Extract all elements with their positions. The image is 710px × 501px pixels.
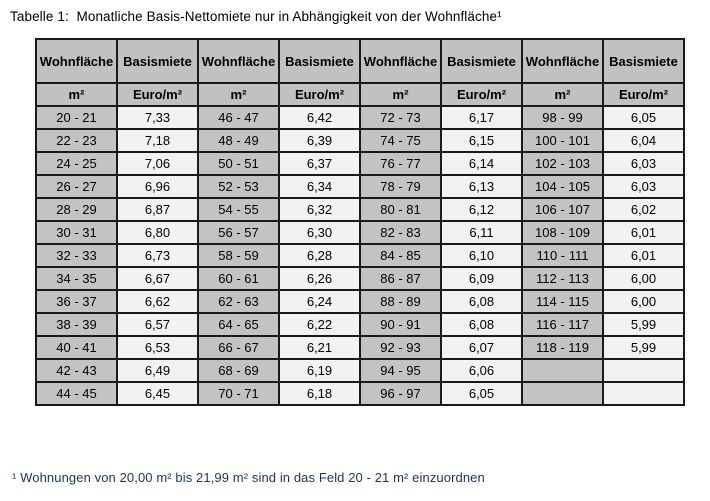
wohnflaeche-cell: 70 - 71 bbox=[198, 382, 279, 405]
table-row bbox=[36, 152, 684, 175]
rent-table bbox=[35, 38, 685, 406]
wohnflaeche-cell: 102 - 103 bbox=[522, 152, 603, 175]
basismiete-cell: 6,62 bbox=[117, 290, 198, 313]
basismiete-cell bbox=[603, 382, 684, 405]
basismiete-cell: 6,34 bbox=[279, 175, 360, 198]
wohnflaeche-cell: 78 - 79 bbox=[360, 175, 441, 198]
basismiete-cell: 6,11 bbox=[441, 221, 522, 244]
wohnflaeche-cell: 22 - 23 bbox=[36, 129, 117, 152]
unit-header-m2: m² bbox=[198, 83, 279, 106]
basismiete-cell: 6,03 bbox=[603, 175, 684, 198]
basismiete-cell: 6,49 bbox=[117, 359, 198, 382]
basismiete-cell: 7,33 bbox=[117, 106, 198, 129]
wohnflaeche-cell: 48 - 49 bbox=[198, 129, 279, 152]
wohnflaeche-cell: 116 - 117 bbox=[522, 313, 603, 336]
basismiete-cell: 6,19 bbox=[279, 359, 360, 382]
column-header-basismiete: Basismiete bbox=[603, 39, 684, 83]
rent-table-head bbox=[36, 39, 684, 106]
wohnflaeche-cell: 92 - 93 bbox=[360, 336, 441, 359]
table-row bbox=[36, 382, 684, 405]
table-row bbox=[36, 129, 684, 152]
basismiete-cell: 6,80 bbox=[117, 221, 198, 244]
basismiete-cell: 6,00 bbox=[603, 290, 684, 313]
unit-header-m2: m² bbox=[360, 83, 441, 106]
basismiete-cell: 6,28 bbox=[279, 244, 360, 267]
wohnflaeche-cell: 40 - 41 bbox=[36, 336, 117, 359]
wohnflaeche-cell: 86 - 87 bbox=[360, 267, 441, 290]
basismiete-cell: 6,53 bbox=[117, 336, 198, 359]
basismiete-cell: 6,37 bbox=[279, 152, 360, 175]
wohnflaeche-cell: 88 - 89 bbox=[360, 290, 441, 313]
wohnflaeche-cell: 112 - 113 bbox=[522, 267, 603, 290]
table-row bbox=[36, 221, 684, 244]
wohnflaeche-cell: 50 - 51 bbox=[198, 152, 279, 175]
basismiete-cell: 5,99 bbox=[603, 336, 684, 359]
wohnflaeche-cell: 98 - 99 bbox=[522, 106, 603, 129]
table-row bbox=[36, 267, 684, 290]
wohnflaeche-cell: 52 - 53 bbox=[198, 175, 279, 198]
header-row bbox=[36, 39, 684, 83]
basismiete-cell: 6,01 bbox=[603, 244, 684, 267]
wohnflaeche-cell: 90 - 91 bbox=[360, 313, 441, 336]
basismiete-cell: 6,08 bbox=[441, 313, 522, 336]
basismiete-cell: 6,12 bbox=[441, 198, 522, 221]
column-header-wohnflaeche: Wohnfläche bbox=[522, 39, 603, 83]
wohnflaeche-cell: 68 - 69 bbox=[198, 359, 279, 382]
wohnflaeche-cell: 44 - 45 bbox=[36, 382, 117, 405]
basismiete-cell: 6,08 bbox=[441, 290, 522, 313]
basismiete-cell: 6,32 bbox=[279, 198, 360, 221]
unit-header-m2: m² bbox=[522, 83, 603, 106]
basismiete-cell: 6,14 bbox=[441, 152, 522, 175]
column-header-basismiete: Basismiete bbox=[441, 39, 522, 83]
basismiete-cell: 6,03 bbox=[603, 152, 684, 175]
table-row bbox=[36, 313, 684, 336]
wohnflaeche-cell: 76 - 77 bbox=[360, 152, 441, 175]
wohnflaeche-cell: 34 - 35 bbox=[36, 267, 117, 290]
wohnflaeche-cell: 32 - 33 bbox=[36, 244, 117, 267]
basismiete-cell: 6,07 bbox=[441, 336, 522, 359]
table-body bbox=[36, 106, 684, 405]
basismiete-cell bbox=[603, 359, 684, 382]
column-header-basismiete: Basismiete bbox=[117, 39, 198, 83]
table-row bbox=[36, 336, 684, 359]
basismiete-cell: 6,42 bbox=[279, 106, 360, 129]
wohnflaeche-cell bbox=[522, 359, 603, 382]
unit-header-euro-m2: Euro/m² bbox=[279, 83, 360, 106]
wohnflaeche-cell: 66 - 67 bbox=[198, 336, 279, 359]
basismiete-cell: 6,06 bbox=[441, 359, 522, 382]
wohnflaeche-cell: 38 - 39 bbox=[36, 313, 117, 336]
wohnflaeche-cell: 28 - 29 bbox=[36, 198, 117, 221]
basismiete-cell: 6,17 bbox=[441, 106, 522, 129]
wohnflaeche-cell: 42 - 43 bbox=[36, 359, 117, 382]
table-row bbox=[36, 198, 684, 221]
basismiete-cell: 6,26 bbox=[279, 267, 360, 290]
basismiete-cell: 6,18 bbox=[279, 382, 360, 405]
wohnflaeche-cell: 80 - 81 bbox=[360, 198, 441, 221]
basismiete-cell: 6,24 bbox=[279, 290, 360, 313]
wohnflaeche-cell: 36 - 37 bbox=[36, 290, 117, 313]
wohnflaeche-cell: 114 - 115 bbox=[522, 290, 603, 313]
wohnflaeche-cell: 110 - 111 bbox=[522, 244, 603, 267]
wohnflaeche-cell: 58 - 59 bbox=[198, 244, 279, 267]
wohnflaeche-cell: 84 - 85 bbox=[360, 244, 441, 267]
basismiete-cell: 6,87 bbox=[117, 198, 198, 221]
basismiete-cell: 6,00 bbox=[603, 267, 684, 290]
table-row bbox=[36, 359, 684, 382]
wohnflaeche-cell: 96 - 97 bbox=[360, 382, 441, 405]
basismiete-cell: 6,09 bbox=[441, 267, 522, 290]
unit-header-m2: m² bbox=[36, 83, 117, 106]
basismiete-cell: 6,05 bbox=[603, 106, 684, 129]
wohnflaeche-cell: 20 - 21 bbox=[36, 106, 117, 129]
table-row bbox=[36, 175, 684, 198]
basismiete-cell: 6,30 bbox=[279, 221, 360, 244]
unit-header-euro-m2: Euro/m² bbox=[603, 83, 684, 106]
column-header-wohnflaeche: Wohnfläche bbox=[360, 39, 441, 83]
wohnflaeche-cell: 94 - 95 bbox=[360, 359, 441, 382]
unit-header-euro-m2: Euro/m² bbox=[117, 83, 198, 106]
wohnflaeche-cell: 62 - 63 bbox=[198, 290, 279, 313]
column-header-wohnflaeche: Wohnfläche bbox=[36, 39, 117, 83]
wohnflaeche-cell: 30 - 31 bbox=[36, 221, 117, 244]
unit-row bbox=[36, 83, 684, 106]
wohnflaeche-cell: 24 - 25 bbox=[36, 152, 117, 175]
wohnflaeche-cell: 54 - 55 bbox=[198, 198, 279, 221]
basismiete-cell: 6,57 bbox=[117, 313, 198, 336]
basismiete-cell: 6,01 bbox=[603, 221, 684, 244]
wohnflaeche-cell: 64 - 65 bbox=[198, 313, 279, 336]
basismiete-cell: 6,73 bbox=[117, 244, 198, 267]
basismiete-cell: 6,67 bbox=[117, 267, 198, 290]
wohnflaeche-cell: 104 - 105 bbox=[522, 175, 603, 198]
basismiete-cell: 6,22 bbox=[279, 313, 360, 336]
wohnflaeche-cell: 82 - 83 bbox=[360, 221, 441, 244]
table-row bbox=[36, 290, 684, 313]
wohnflaeche-cell: 108 - 109 bbox=[522, 221, 603, 244]
wohnflaeche-cell: 26 - 27 bbox=[36, 175, 117, 198]
wohnflaeche-cell: 100 - 101 bbox=[522, 129, 603, 152]
column-header-basismiete: Basismiete bbox=[279, 39, 360, 83]
wohnflaeche-cell: 72 - 73 bbox=[360, 106, 441, 129]
footnote: ¹ Wohnungen von 20,00 m² bis 21,99 m² sind in das Feld 20 - 21 m² einzuordnen bbox=[12, 470, 485, 485]
basismiete-cell: 6,21 bbox=[279, 336, 360, 359]
wohnflaeche-cell: 106 - 107 bbox=[522, 198, 603, 221]
wohnflaeche-cell: 118 - 119 bbox=[522, 336, 603, 359]
wohnflaeche-cell: 56 - 57 bbox=[198, 221, 279, 244]
wohnflaeche-cell: 46 - 47 bbox=[198, 106, 279, 129]
basismiete-cell: 6,04 bbox=[603, 129, 684, 152]
wohnflaeche-cell: 74 - 75 bbox=[360, 129, 441, 152]
basismiete-cell: 6,45 bbox=[117, 382, 198, 405]
basismiete-cell: 6,10 bbox=[441, 244, 522, 267]
basismiete-cell: 6,05 bbox=[441, 382, 522, 405]
basismiete-cell: 6,15 bbox=[441, 129, 522, 152]
wohnflaeche-cell bbox=[522, 382, 603, 405]
table-row bbox=[36, 244, 684, 267]
basismiete-cell: 7,18 bbox=[117, 129, 198, 152]
basismiete-cell: 6,96 bbox=[117, 175, 198, 198]
wohnflaeche-cell: 60 - 61 bbox=[198, 267, 279, 290]
basismiete-cell: 6,39 bbox=[279, 129, 360, 152]
table-title: Tabelle 1: Monatliche Basis-Nettomiete nur in Abhängigkeit von der Wohnfläche¹ bbox=[10, 9, 502, 24]
basismiete-cell: 6,02 bbox=[603, 198, 684, 221]
basismiete-cell: 6,13 bbox=[441, 175, 522, 198]
unit-header-euro-m2: Euro/m² bbox=[441, 83, 522, 106]
basismiete-cell: 5,99 bbox=[603, 313, 684, 336]
basismiete-cell: 7,06 bbox=[117, 152, 198, 175]
column-header-wohnflaeche: Wohnfläche bbox=[198, 39, 279, 83]
table-row bbox=[36, 106, 684, 129]
